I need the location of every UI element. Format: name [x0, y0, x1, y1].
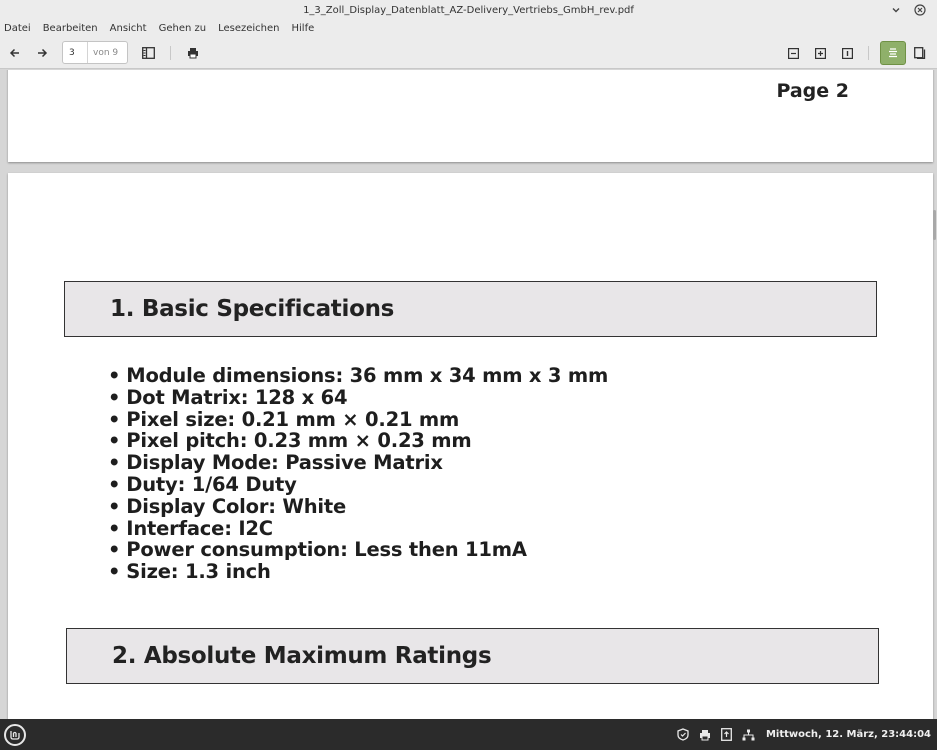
continuous-mode-toggle[interactable] — [880, 41, 906, 65]
menu-ansicht[interactable]: Ansicht — [109, 23, 147, 34]
printer-tray-button[interactable] — [696, 726, 714, 744]
list-item — [108, 496, 608, 518]
continuous-pages-icon — [888, 47, 898, 59]
pdf-page-previous — [8, 70, 933, 162]
arrow-left-icon — [9, 47, 21, 59]
bullet-glyph: • — [108, 385, 121, 409]
system-taskbar — [0, 719, 937, 750]
window-title: 1_3_Zoll_Display_Datenblatt_AZ-Delivery_Vertriebs_GmbH_rev.pdf — [303, 4, 634, 16]
list-item — [108, 430, 608, 452]
list-item — [108, 518, 608, 540]
menu-bar — [0, 20, 937, 37]
toolbar-separator — [868, 46, 869, 60]
spec-text: Pixel pitch: 0.23 mm × 0.23 mm — [126, 429, 472, 453]
window-titlebar — [0, 0, 937, 20]
window-controls — [885, 2, 931, 18]
page-number-field[interactable] — [62, 41, 128, 64]
arrow-right-icon — [36, 47, 48, 59]
start-menu-button[interactable] — [4, 724, 26, 746]
menu-datei[interactable]: Datei — [4, 23, 31, 34]
update-tray-button[interactable] — [718, 726, 736, 744]
section-heading: 1. Basic Specifications — [110, 296, 395, 322]
document-viewport[interactable] — [0, 70, 937, 719]
spec-text: Display Mode: Passive Matrix — [126, 451, 443, 475]
system-tray — [674, 719, 937, 750]
update-manager-icon — [721, 728, 732, 741]
network-icon — [742, 729, 755, 741]
toolbar-separator — [170, 46, 171, 60]
bullet-glyph: • — [108, 429, 121, 453]
bullet-glyph: • — [108, 407, 121, 431]
spec-list — [108, 365, 608, 583]
menu-lesezeichen[interactable]: Lesezeichen — [218, 23, 280, 34]
spec-text: Display Color: White — [126, 494, 347, 518]
bullet-glyph: • — [108, 538, 121, 562]
printer-icon — [187, 47, 199, 59]
list-item — [108, 561, 608, 583]
menu-hilfe[interactable]: Hilfe — [291, 23, 315, 34]
chevron-down-icon — [891, 5, 901, 15]
spec-text: Pixel size: 0.21 mm × 0.21 mm — [126, 407, 460, 431]
pdf-page-current — [8, 173, 933, 719]
close-button[interactable] — [909, 2, 931, 18]
section-header-box — [64, 281, 877, 337]
dual-page-toggle[interactable] — [909, 43, 931, 63]
network-tray-button[interactable] — [740, 726, 758, 744]
spec-text: Interface: I2C — [126, 516, 273, 540]
list-item — [108, 409, 608, 431]
zoom-out-icon — [788, 48, 799, 59]
section-header-box — [66, 628, 879, 684]
printer-icon — [699, 729, 711, 741]
vertical-scrollbar[interactable] — [933, 210, 936, 240]
spec-text: Size: 1.3 inch — [126, 560, 271, 584]
list-item — [108, 452, 608, 474]
bullet-glyph: • — [108, 472, 121, 496]
taskbar-clock[interactable]: Mittwoch, 12. März, 23:44:04 — [765, 729, 931, 740]
mint-logo-icon — [9, 729, 21, 741]
bullet-glyph: • — [108, 494, 121, 518]
shield-icon — [677, 728, 689, 741]
spec-text: Power consumption: Less then 11mA — [126, 538, 527, 562]
list-item — [108, 365, 608, 387]
zoom-reset-button[interactable] — [836, 43, 858, 63]
spec-text: Dot Matrix: 128 x 64 — [126, 385, 348, 409]
toolbar — [0, 37, 937, 69]
zoom-in-icon — [815, 48, 826, 59]
back-button[interactable] — [4, 43, 26, 63]
zoom-original-icon — [842, 48, 853, 59]
list-item — [108, 387, 608, 409]
menu-bearbeiten[interactable]: Bearbeiten — [42, 23, 98, 34]
menu-gehen-zu[interactable]: Gehen zu — [158, 23, 207, 34]
section-heading: 2. Absolute Maximum Ratings — [112, 643, 492, 669]
bullet-glyph: • — [108, 516, 121, 540]
list-item — [108, 474, 608, 496]
spec-text: Module dimensions: 36 mm x 34 mm x 3 mm — [126, 364, 609, 387]
minimize-button[interactable] — [885, 2, 907, 18]
zoom-out-button[interactable] — [782, 43, 804, 63]
dual-page-icon — [914, 47, 926, 59]
shield-tray-button[interactable] — [674, 726, 692, 744]
page-number-label: Page 2 — [776, 80, 849, 102]
total-pages-label: von 9 — [93, 47, 119, 58]
zoom-in-button[interactable] — [809, 43, 831, 63]
list-item — [108, 539, 608, 561]
forward-button[interactable] — [31, 43, 53, 63]
sidebar-toggle-button[interactable] — [137, 43, 159, 63]
print-button[interactable] — [182, 43, 204, 63]
spec-text: Duty: 1/64 Duty — [126, 472, 297, 496]
bullet-glyph: • — [108, 364, 121, 387]
sidebar-icon — [142, 47, 155, 59]
close-circle-icon — [914, 4, 926, 16]
bullet-glyph: • — [108, 451, 121, 475]
bullet-glyph: • — [108, 560, 121, 584]
current-page-input[interactable]: 3 — [63, 42, 88, 63]
